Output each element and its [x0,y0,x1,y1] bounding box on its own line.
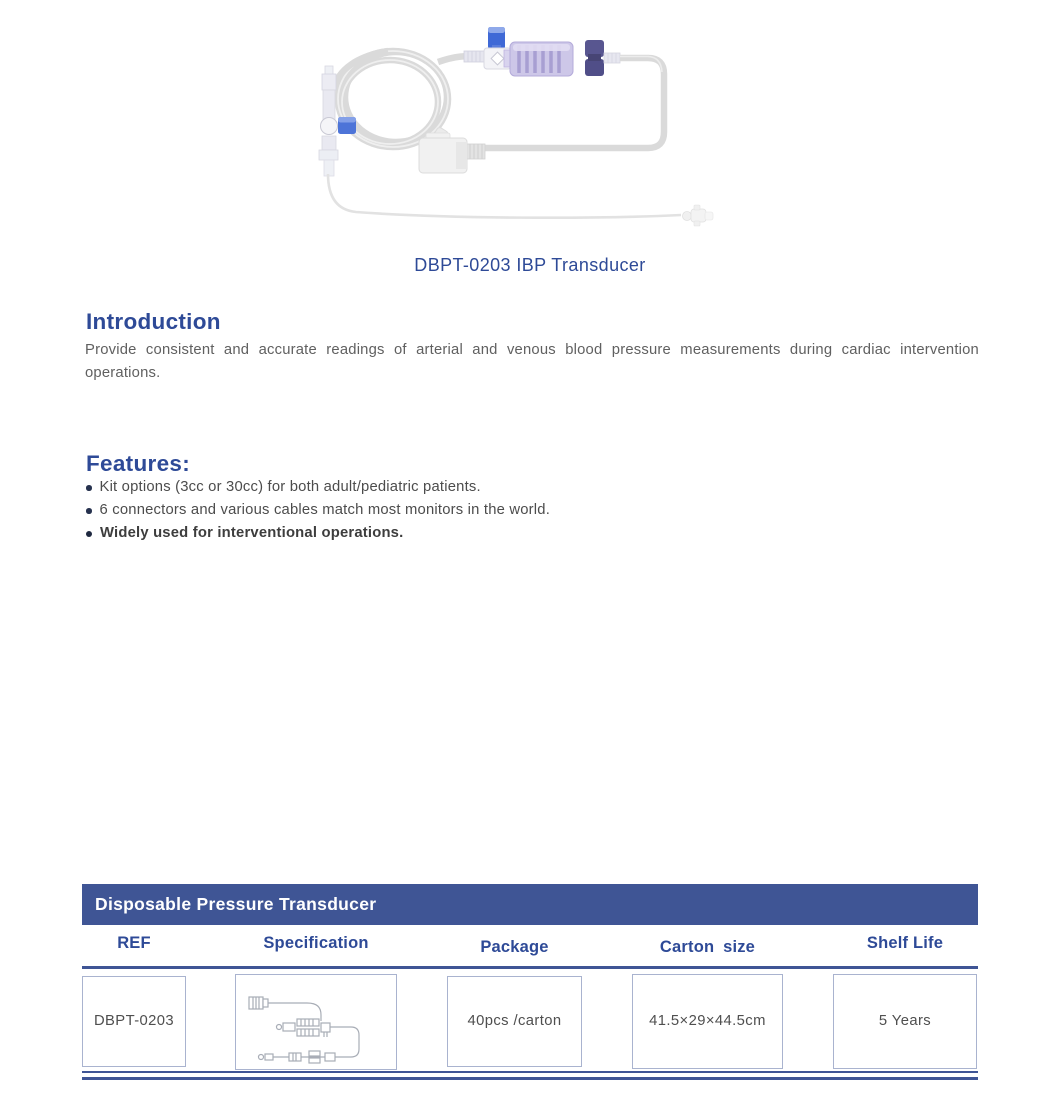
carton-size-cell: 41.5×29×44.5cm [632,974,783,1069]
table-column-headers [82,925,978,966]
feature-item [86,479,846,496]
shelf-life-cell: 5 Years [833,974,977,1069]
introduction-paragraph: Provide consistent and accurate readings of arterial and venous blood pressure measurements during cardiac intervention operations. [85,342,979,381]
transducer-body [504,42,573,76]
monitor-connector [419,133,485,173]
table-bottom-rule [82,1071,978,1080]
column-header-ref: REF [117,934,151,952]
column-header-spec: Specification [263,934,369,952]
introduction-heading: Introduction [86,309,221,334]
luer-fitting [464,51,484,62]
product-photo [298,14,760,246]
distal-luer-connector [683,205,714,226]
feature-text: Kit options (3cc or 30cc) for both adult/pediatric patients. [99,479,481,495]
feature-text: Widely used for interventional operations. [100,525,404,541]
spec-table [82,884,978,1080]
table-row [82,969,978,1071]
features-heading: Features: [86,451,190,476]
tube-clamp [585,40,604,76]
feature-item [86,525,846,542]
column-header-carton: Carton size [659,938,756,956]
feature-text: 6 connectors and various cables match most monitors in the world. [99,502,551,518]
product-caption: DBPT-0203 IBP Transducer [414,255,646,275]
bullet-icon [86,508,92,514]
ref-cell: DBPT-0203 [82,976,186,1067]
features-list [86,479,846,548]
table-title: Disposable Pressure Transducer [95,894,377,914]
ibp-transducer-photo-illustration [298,14,760,246]
feature-item [86,502,846,519]
package-cell: 40pcs /carton [447,976,582,1067]
spec-cell [235,974,397,1070]
column-header-shelf: Shelf Life [866,934,944,952]
bullet-icon [86,531,92,537]
bullet-icon [86,485,92,491]
column-header-package: Package [480,938,549,956]
table-title-bar [82,884,978,925]
spec-cell-drawing [241,979,391,1065]
